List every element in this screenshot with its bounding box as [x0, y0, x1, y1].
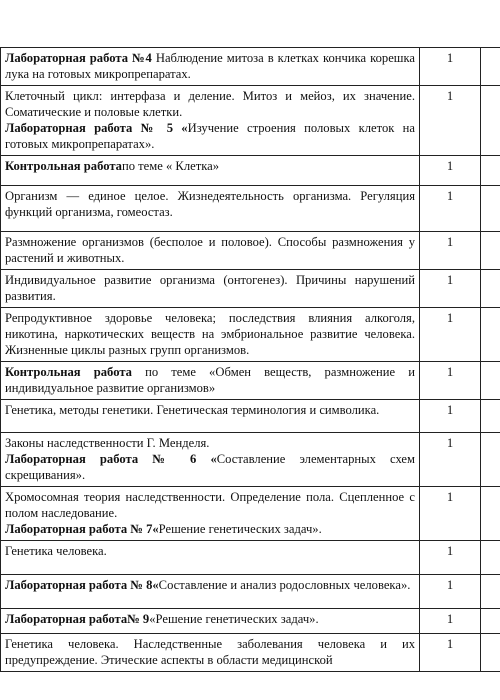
lesson-topic-bold-text: Лабораторная работа № 5 «: [5, 121, 188, 135]
lesson-topic-text: Индивидуальное развитие организма (онтогенез). Причины нарушений развития.: [5, 273, 415, 303]
lesson-topic-text: Хромосомная теория наследственности. Определение пола. Сцепленное с полом наследование.: [5, 490, 415, 520]
lesson-hours-cell: 1: [420, 487, 481, 541]
lesson-topic-cell: [1, 362, 420, 400]
table-row: [1, 609, 500, 634]
table-row: [1, 362, 500, 400]
lesson-topic-cell: [1, 400, 420, 433]
lesson-date-cell: [481, 186, 500, 232]
lesson-topic-bold-text: Лабораторная работа№ 9: [5, 612, 150, 626]
table-row: [1, 48, 500, 86]
lesson-topic-cell: [1, 48, 420, 86]
lesson-topic-cell: [1, 186, 420, 232]
table-row: [1, 575, 500, 609]
lesson-topic-bold-text: Лабораторная работа № 6 «: [5, 452, 217, 466]
lesson-date-cell: [481, 433, 500, 487]
lesson-hours-cell: 1: [420, 48, 481, 86]
lesson-hours-cell: 1: [420, 308, 481, 362]
lesson-date-cell: [481, 308, 500, 362]
lesson-date-cell: [481, 362, 500, 400]
lesson-topic-cell: [1, 308, 420, 362]
table-row: [1, 433, 500, 487]
lesson-topic-cell: [1, 487, 420, 541]
lesson-plan-table-container: [0, 47, 500, 672]
lesson-date-cell: [481, 232, 500, 270]
lesson-topic-text: Составление элементарных схем скрещивания».: [5, 452, 415, 482]
lesson-topic-cell: [1, 86, 420, 156]
lesson-topic-bold-text: Лабораторная работа № 7«: [5, 522, 159, 536]
lesson-hours-cell: 1: [420, 186, 481, 232]
lesson-topic-cell: [1, 575, 420, 609]
lesson-hours-cell: 1: [420, 86, 481, 156]
lesson-topic-cell: [1, 541, 420, 575]
lesson-topic-text: Наблюдение митоза в клетках кончика корешка лука на готовых микропрепаратах.: [5, 51, 415, 81]
lesson-topic-text: Размножение организмов (бесполое и половое). Способы размножения у растений и животных.: [5, 235, 415, 265]
table-row: [1, 308, 500, 362]
table-row: [1, 487, 500, 541]
lesson-hours-cell: 1: [420, 362, 481, 400]
lesson-date-cell: [481, 86, 500, 156]
table-row: [1, 232, 500, 270]
table-row: [1, 400, 500, 433]
lesson-hours-cell: 1: [420, 400, 481, 433]
lesson-date-cell: [481, 270, 500, 308]
lesson-plan-table-body: [1, 48, 500, 672]
lesson-date-cell: [481, 609, 500, 634]
lesson-topic-text: Законы наследственности Г. Менделя.: [5, 436, 210, 450]
lesson-topic-cell: [1, 232, 420, 270]
table-row: [1, 86, 500, 156]
lesson-topic-text: Генетика человека. Наследственные заболевания человека и их предупреждение. Этические аспекты в области медицинской: [5, 637, 415, 667]
lesson-hours-cell: 1: [420, 634, 481, 672]
lesson-topic-bold-text: Контрольная работа: [5, 365, 132, 379]
lesson-hours-cell: 1: [420, 232, 481, 270]
lesson-date-cell: [481, 634, 500, 672]
lesson-topic-bold-text: Лабораторная работа №4: [5, 51, 152, 65]
lesson-topic-bold-text: Контрольная работа: [5, 159, 122, 173]
lesson-date-cell: [481, 541, 500, 575]
lesson-hours-cell: 1: [420, 156, 481, 186]
table-row: [1, 186, 500, 232]
lesson-date-cell: [481, 48, 500, 86]
lesson-topic-cell: [1, 609, 420, 634]
lesson-date-cell: [481, 575, 500, 609]
lesson-topic-text: Решение генетических задач».: [158, 522, 322, 536]
lesson-hours-cell: 1: [420, 541, 481, 575]
table-row: [1, 270, 500, 308]
lesson-topic-text: Генетика человека.: [5, 544, 107, 558]
lesson-hours-cell: 1: [420, 575, 481, 609]
lesson-topic-bold-text: Лабораторная работа № 8«: [5, 578, 159, 592]
lesson-date-cell: [481, 487, 500, 541]
lesson-hours-cell: 1: [420, 270, 481, 308]
lesson-topic-text: Репродуктивное здоровье человека; последствия влияния алкоголя, никотина, наркотических веществ на эмбриональное развитие человека. Жизненные циклы разных групп организмов.: [5, 311, 415, 357]
lesson-topic-cell: [1, 634, 420, 672]
lesson-topic-text: «Решение генетических задач».: [149, 612, 319, 626]
lesson-topic-cell: [1, 270, 420, 308]
lesson-date-cell: [481, 156, 500, 186]
table-row: [1, 541, 500, 575]
lesson-topic-text: Клеточный цикл: интерфаза и деление. Митоз и мейоз, их значение. Соматические и половые клетки.: [5, 89, 415, 119]
table-row: [1, 634, 500, 672]
lesson-topic-text: Составление и анализ родословных человека».: [158, 578, 411, 592]
lesson-topic-text: по теме « Клетка»: [121, 159, 220, 173]
lesson-plan-table: [0, 47, 500, 672]
lesson-hours-cell: 1: [420, 609, 481, 634]
lesson-topic-cell: [1, 433, 420, 487]
lesson-topic-text: по теме «Обмен веществ, размножение и индивидуальное развитие организмов»: [5, 365, 415, 395]
lesson-date-cell: [481, 400, 500, 433]
table-row: [1, 156, 500, 186]
lesson-topic-text: Организм — единое целое. Жизнедеятельность организма. Регуляция функций организма, гомеостаз.: [5, 189, 415, 219]
lesson-hours-cell: 1: [420, 433, 481, 487]
lesson-topic-cell: [1, 156, 420, 186]
lesson-topic-text: Изучение строения половых клеток на готовых микропрепаратах».: [5, 121, 415, 151]
lesson-topic-text: Генетика, методы генетики. Генетическая терминология и символика.: [5, 403, 380, 417]
